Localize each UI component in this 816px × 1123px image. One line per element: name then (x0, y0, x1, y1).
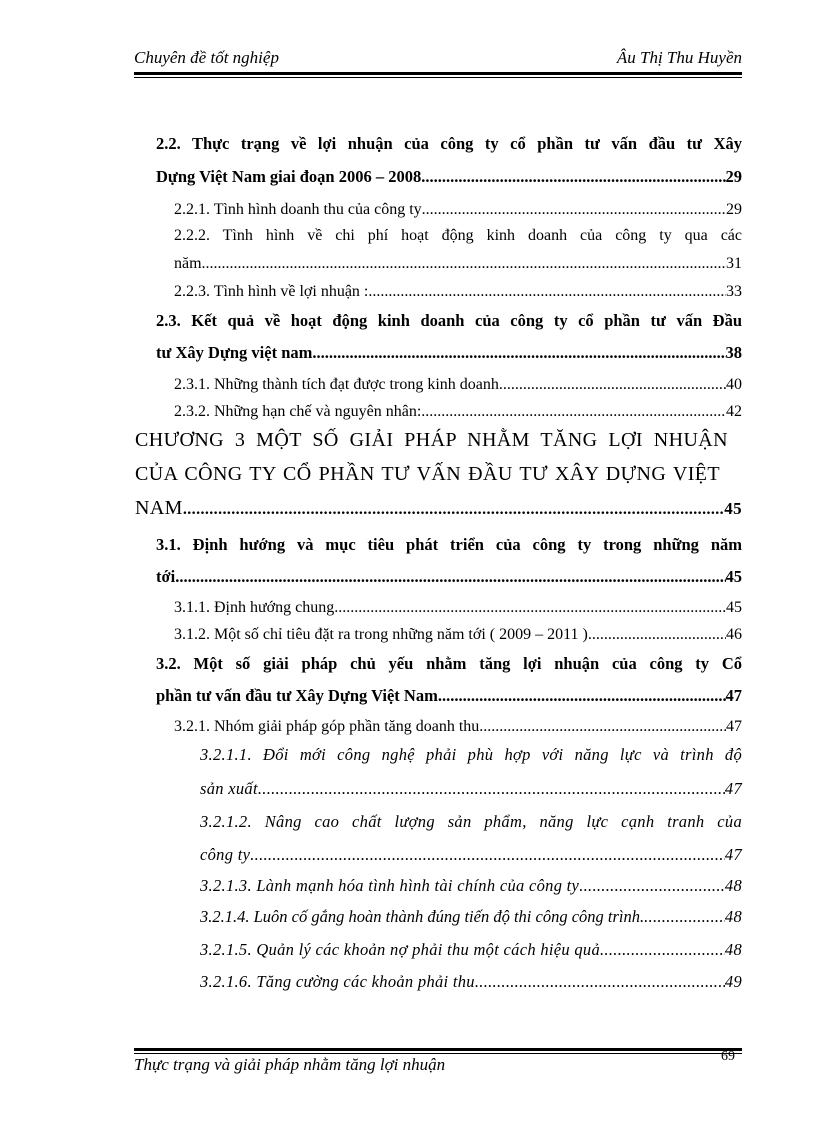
dot-leader (475, 972, 725, 992)
toc-entry-title: 3.2.1.3. Lành mạnh hóa tình hình tài chính của công ty (200, 876, 580, 895)
toc-entry-3-2[interactable] (156, 686, 742, 706)
toc-entry-2-3-2[interactable] (174, 403, 742, 421)
footer-rule-thin (134, 1053, 742, 1054)
toc-page-number: 47 (724, 845, 742, 864)
toc-page-number: 45 (725, 567, 742, 586)
toc-entry-title: 3.1.1. Định hướng chung (174, 599, 335, 616)
toc-page-number: 47 (725, 686, 742, 705)
toc-entry-3-2-1-1-line1: 3.2.1.1. Đổi mới công nghệ phải phù hợp với năng lực và trình độ (200, 745, 742, 764)
dot-leader (202, 255, 726, 273)
toc-entry-2-3[interactable] (156, 343, 742, 363)
toc-entry-title: 2.2.3. Tình hình về lợi nhuận : (174, 283, 369, 300)
toc-entry-title: 2.3.2. Những hạn chế và nguyên nhân: (174, 403, 422, 420)
toc-page-number: 33 (726, 283, 742, 300)
toc-page-number: 48 (724, 876, 742, 895)
dot-leader (438, 686, 726, 706)
toc-entry-3-2-line1: 3.2. Một số giải pháp chủ yếu nhằm tăng lợi nhuận của công ty Cổ (156, 654, 742, 673)
dot-leader (422, 201, 726, 219)
toc-chapter-3-line1: CHƯƠNG 3 MỘT SỐ GIẢI PHÁP NHẰM TĂNG LỢI NHUẬN (135, 429, 728, 451)
dot-leader (258, 779, 725, 799)
toc-entry-2-2-2[interactable] (174, 255, 742, 273)
toc-entry-3-2-1-2-line1: 3.2.1.2. Nâng cao chất lượng sản phẩm, năng lực cạnh tranh của (200, 812, 742, 831)
toc-entry-title: 2.2.1. Tình hình doanh thu của công ty (174, 201, 422, 218)
toc-entry-3-2-1-1[interactable] (200, 779, 742, 799)
toc-entry-3-2-1-4[interactable] (200, 907, 742, 927)
toc-entry-title: 3.2.1. Nhóm giải pháp góp phần tăng doanh thu (174, 718, 480, 735)
toc-chapter-3[interactable] (135, 497, 742, 520)
footer-rule (134, 1048, 742, 1051)
toc-page-number: 31 (726, 255, 742, 272)
toc-entry-3-2-1-2[interactable] (200, 845, 742, 865)
toc-entry-2-2-3[interactable] (174, 283, 742, 301)
toc-entry-title: tới (156, 567, 176, 586)
dot-leader (588, 626, 726, 644)
toc-entry-3-2-1-5[interactable] (200, 940, 742, 960)
dot-leader (183, 501, 724, 519)
toc-entry-title: NAM (135, 497, 183, 519)
toc-entry-title: 3.2.1.5. Quản lý các khoản nợ phải thu một cách hiệu quả (200, 940, 600, 959)
dot-leader (579, 876, 725, 896)
toc-entry-title: sản xuất (200, 779, 258, 798)
dot-leader (250, 845, 725, 865)
toc-entry-title: 2.3.1. Những thành tích đạt được trong kinh doanh (174, 376, 499, 393)
toc-entry-3-2-1-3[interactable] (200, 876, 742, 896)
dot-leader (499, 376, 726, 394)
toc-entry-3-1-1[interactable] (174, 599, 742, 617)
toc-page-number: 40 (726, 376, 742, 393)
toc-entry-3-1-line1: 3.1. Định hướng và mục tiêu phát triển của công ty trong những năm (156, 535, 742, 554)
toc-entry-2-2-1[interactable] (174, 201, 742, 219)
toc-page-number: 45 (726, 599, 742, 616)
toc-page-number: 49 (724, 972, 742, 991)
toc-entry-title: 3.1.2. Một số chỉ tiêu đặt ra trong những năm tới ( 2009 – 2011 ) (174, 626, 588, 643)
dot-leader (479, 718, 726, 736)
toc-entry-3-1-2[interactable] (174, 626, 742, 644)
toc-entry-title: 3.2.1.4. Luôn cố gắng hoàn thành đúng tiến độ thi công công trình. (200, 907, 645, 926)
dot-leader (175, 567, 725, 587)
toc-page-number: 46 (726, 626, 742, 643)
toc-page-number: 29 (725, 167, 742, 186)
dot-leader (334, 599, 726, 617)
toc-entry-title: Dựng Việt Nam giai đoạn 2006 – 2008 (156, 167, 422, 186)
toc-entry-title: tư Xây Dựng việt nam (156, 343, 313, 362)
toc-entry-2-2-2-line1: 2.2.2. Tình hình về chi phí hoạt động kinh doanh của công ty qua các (174, 227, 742, 244)
toc-entry-title: 3.2.1.6. Tăng cường các khoản phải thu (200, 972, 475, 991)
dot-leader (368, 283, 726, 301)
toc-entry-3-2-1-6[interactable] (200, 972, 742, 992)
header-author: Âu Thị Thu Huyền (616, 48, 742, 67)
toc-entry-2-3-line1: 2.3. Kết quả về hoạt động kinh doanh của công ty cổ phần tư vấn Đầu (156, 311, 742, 330)
dot-leader (600, 940, 725, 960)
toc-entry-3-2-1[interactable] (174, 718, 742, 736)
toc-entry-2-2[interactable] (156, 167, 742, 187)
page-number: 69 (721, 1049, 735, 1064)
header-document-type: Chuyên đề tốt nghiệp (134, 48, 279, 67)
footer-title: Thực trạng và giải pháp nhằm tăng lợi nhuận (134, 1055, 446, 1074)
toc-page-number: 29 (726, 201, 742, 218)
dot-leader (421, 167, 725, 187)
toc-page-number: 42 (726, 403, 742, 420)
dot-leader (421, 403, 726, 421)
toc-page-number: 48 (724, 907, 742, 926)
toc-page-number: 38 (725, 343, 742, 362)
toc-entry-2-3-1[interactable] (174, 376, 742, 394)
toc-entry-title: năm (174, 255, 202, 272)
toc-entry-title: công ty (200, 845, 251, 864)
dot-leader (312, 343, 725, 363)
toc-entry-3-1[interactable] (156, 567, 742, 587)
toc-page-number: 48 (724, 940, 742, 959)
toc-page-number: 47 (724, 779, 742, 798)
toc-entry-2-2-line1: 2.2. Thực trạng về lợi nhuận của công ty cổ phần tư vấn đầu tư Xây (156, 134, 742, 153)
dot-leader (644, 907, 725, 927)
toc-entry-title: phần tư vấn đầu tư Xây Dựng Việt Nam (156, 686, 438, 705)
toc-page-number: 45 (724, 499, 742, 518)
toc-chapter-3-line2: CỦA CÔNG TY CỔ PHẦN TƯ VẤN ĐẦU TƯ XÂY DỰNG VIỆT (135, 463, 720, 485)
toc-page-number: 47 (726, 718, 742, 735)
